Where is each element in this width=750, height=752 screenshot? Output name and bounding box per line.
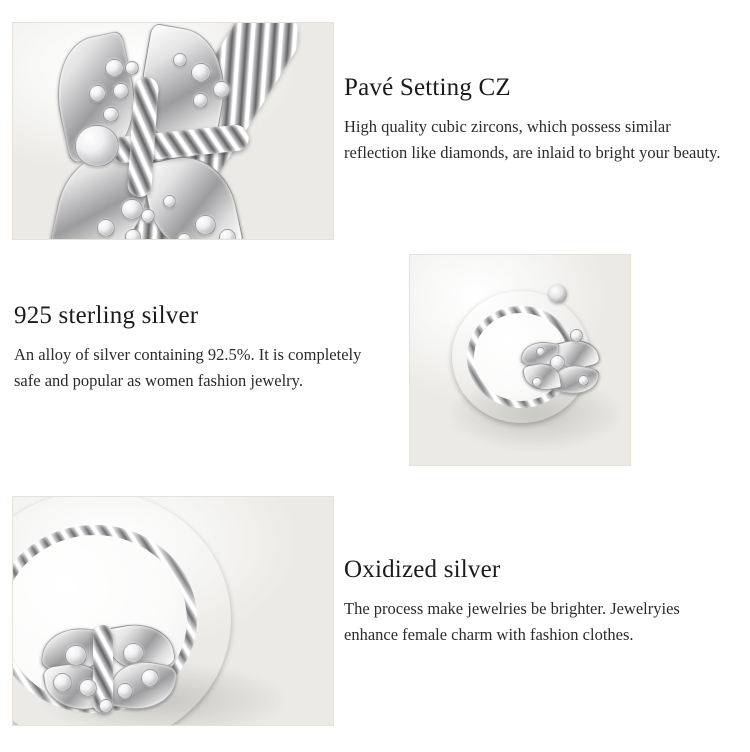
pave-stone: [219, 229, 236, 240]
feature-title: Pavé Setting CZ: [344, 74, 511, 101]
pave-stone: [125, 61, 139, 75]
charm-pave-stone: [532, 377, 542, 387]
charm-pave-stone: [536, 347, 545, 356]
pave-stone: [121, 199, 143, 220]
charm-pave-stone: [79, 679, 97, 697]
pave-stone: [103, 107, 119, 122]
feature-title: 925 sterling silver: [14, 302, 199, 329]
feature-title: Oxidized silver: [344, 556, 501, 583]
pave-stone: [213, 81, 230, 98]
charm-pave-stone: [65, 645, 87, 666]
charm-pave-stone: [123, 643, 144, 663]
charm-pave-stone: [117, 683, 133, 699]
pave-stone: [193, 93, 208, 108]
feature-image-oxidized-silver: [12, 496, 334, 726]
charm-pave-stone: [578, 375, 589, 386]
feature-image-925-sterling-silver: [409, 254, 631, 466]
charm-center-stone: [550, 355, 565, 370]
feature-text-pave-setting-cz: [344, 74, 734, 167]
feature-text-925-sterling-silver: [14, 302, 384, 395]
charm-pave-stone: [99, 699, 113, 713]
feature-text-oxidized-silver: [344, 556, 736, 649]
feature-image-pave-setting-cz: [12, 22, 334, 240]
feature-body: An alloy of silver containing 92.5%. It is completely safe and popular as women fashion jewelry.: [14, 344, 362, 391]
feature-body: The process make jewelries be brighter. Jewelryies enhance female charm with fashion clothes.: [344, 598, 680, 645]
pave-stone: [195, 215, 216, 235]
charm-pave-stone: [141, 669, 159, 687]
center-stone: [75, 125, 119, 167]
pave-stone: [163, 195, 176, 208]
pave-stone: [191, 63, 211, 82]
pave-stone: [173, 53, 187, 67]
band-terminal-bead: [549, 285, 567, 303]
pave-stone: [141, 209, 155, 223]
pave-stone: [105, 59, 124, 77]
pave-stone: [125, 229, 141, 240]
pave-stone: [97, 219, 115, 237]
charm-pave-stone: [570, 329, 583, 342]
feature-body: High quality cubic zircons, which possess similar reflection like diamonds, are inlaid to bright your beauty.: [344, 116, 721, 163]
charm-pave-stone: [53, 673, 72, 692]
pave-stone: [113, 83, 129, 99]
pave-stone: [89, 85, 106, 102]
